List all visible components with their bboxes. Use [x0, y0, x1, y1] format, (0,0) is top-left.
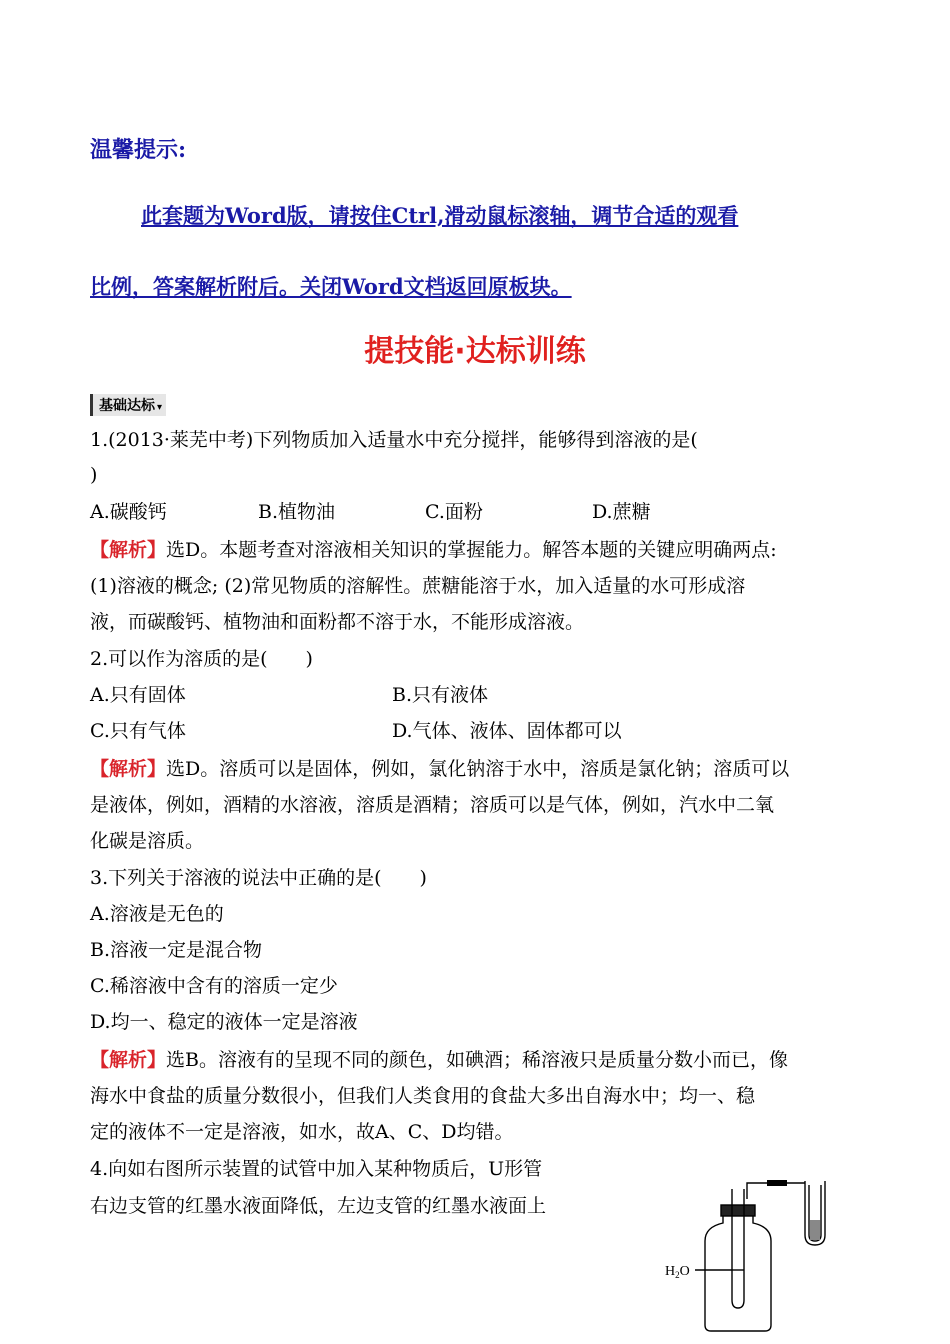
q1-explanation-1: 【解析】选D。本题考查对溶液相关知识的掌握能力。解答本题的关键应明确两点:	[90, 539, 777, 561]
tip-line-1: 此套题为Word版，请按住Ctrl,滑动鼠标滚轴，调节合适的观看	[141, 203, 739, 228]
tip-title: 温馨提示:	[90, 137, 187, 163]
q2-explanation-3: 化碳是溶质。	[90, 830, 205, 852]
q2-option-b: B.只有液体	[392, 684, 489, 706]
q3-option-d: D.均一、稳定的液体一定是溶液	[90, 1011, 358, 1033]
jiexi-label: 【解析】	[90, 1049, 167, 1071]
q4-stem-1: 4.向如右图所示装置的试管中加入某种物质后，U形管	[90, 1158, 543, 1180]
q3-explanation-3: 定的液体不一定是溶液，如水，故A、C、D均错。	[90, 1121, 514, 1143]
q2-option-d: D.气体、液体、固体都可以	[392, 720, 622, 742]
q1-option-c: C.面粉	[425, 501, 483, 523]
q2-explanation-1: 【解析】选D。溶质可以是固体，例如，氯化钠溶于水中，溶质是氯化钠；溶质可以	[90, 758, 790, 780]
jiexi-label: 【解析】	[90, 758, 167, 780]
h2o-label: $H_2O$	[665, 1264, 690, 1280]
q3-option-b: B.溶液一定是混合物	[90, 939, 263, 961]
apparatus-figure	[655, 1175, 845, 1335]
jiexi-label: 【解析】	[90, 539, 167, 561]
q2-stem: 2.可以作为溶质的是( )	[90, 648, 313, 670]
q3-explanation-1: 【解析】选B。溶液有的呈现不同的颜色，如碘酒；稀溶液只是质量分数小而已，像	[90, 1049, 788, 1071]
q1-option-a: A.碳酸钙	[90, 501, 167, 523]
q3-explanation-2: 海水中食盐的质量分数很小，但我们人类食用的食盐大多出自海水中；均一、稳	[90, 1085, 756, 1107]
tip-line-2: 比例，答案解析附后。关闭Word文档返回原板块。	[90, 274, 572, 299]
q2-option-a: A.只有固体	[90, 684, 186, 706]
q1-explanation-3: 液，而碳酸钙、植物油和面粉都不溶于水，不能形成溶液。	[90, 611, 585, 633]
q1-explanation-2: (1)溶液的概念; (2)常见物质的溶解性。蔗糖能溶于水，加入适量的水可形成溶	[90, 575, 746, 597]
q1-stem-cont: )	[90, 464, 98, 486]
q1-option-b: B.植物油	[258, 501, 336, 523]
q1-stem: 1.(2013·莱芜中考)下列物质加入适量水中充分搅拌，能够得到溶液的是(	[90, 429, 698, 451]
section-tag: 基础达标 ▾	[90, 394, 166, 416]
q2-explanation-2: 是液体，例如，酒精的水溶液，溶质是酒精；溶质可以是气体，例如，汽水中二氧	[90, 794, 775, 816]
q2-option-c: C.只有气体	[90, 720, 186, 742]
q3-option-a: A.溶液是无色的	[90, 903, 224, 925]
q4-stem-2: 右边支管的红墨水液面降低，左边支管的红墨水液面上	[90, 1195, 547, 1217]
page-title: 提技能·达标训练	[364, 334, 586, 369]
q3-option-c: C.稀溶液中含有的溶质一定少	[90, 975, 338, 997]
q3-stem: 3.下列关于溶液的说法中正确的是( )	[90, 867, 427, 889]
q1-option-d: D.蔗糖	[592, 501, 651, 523]
